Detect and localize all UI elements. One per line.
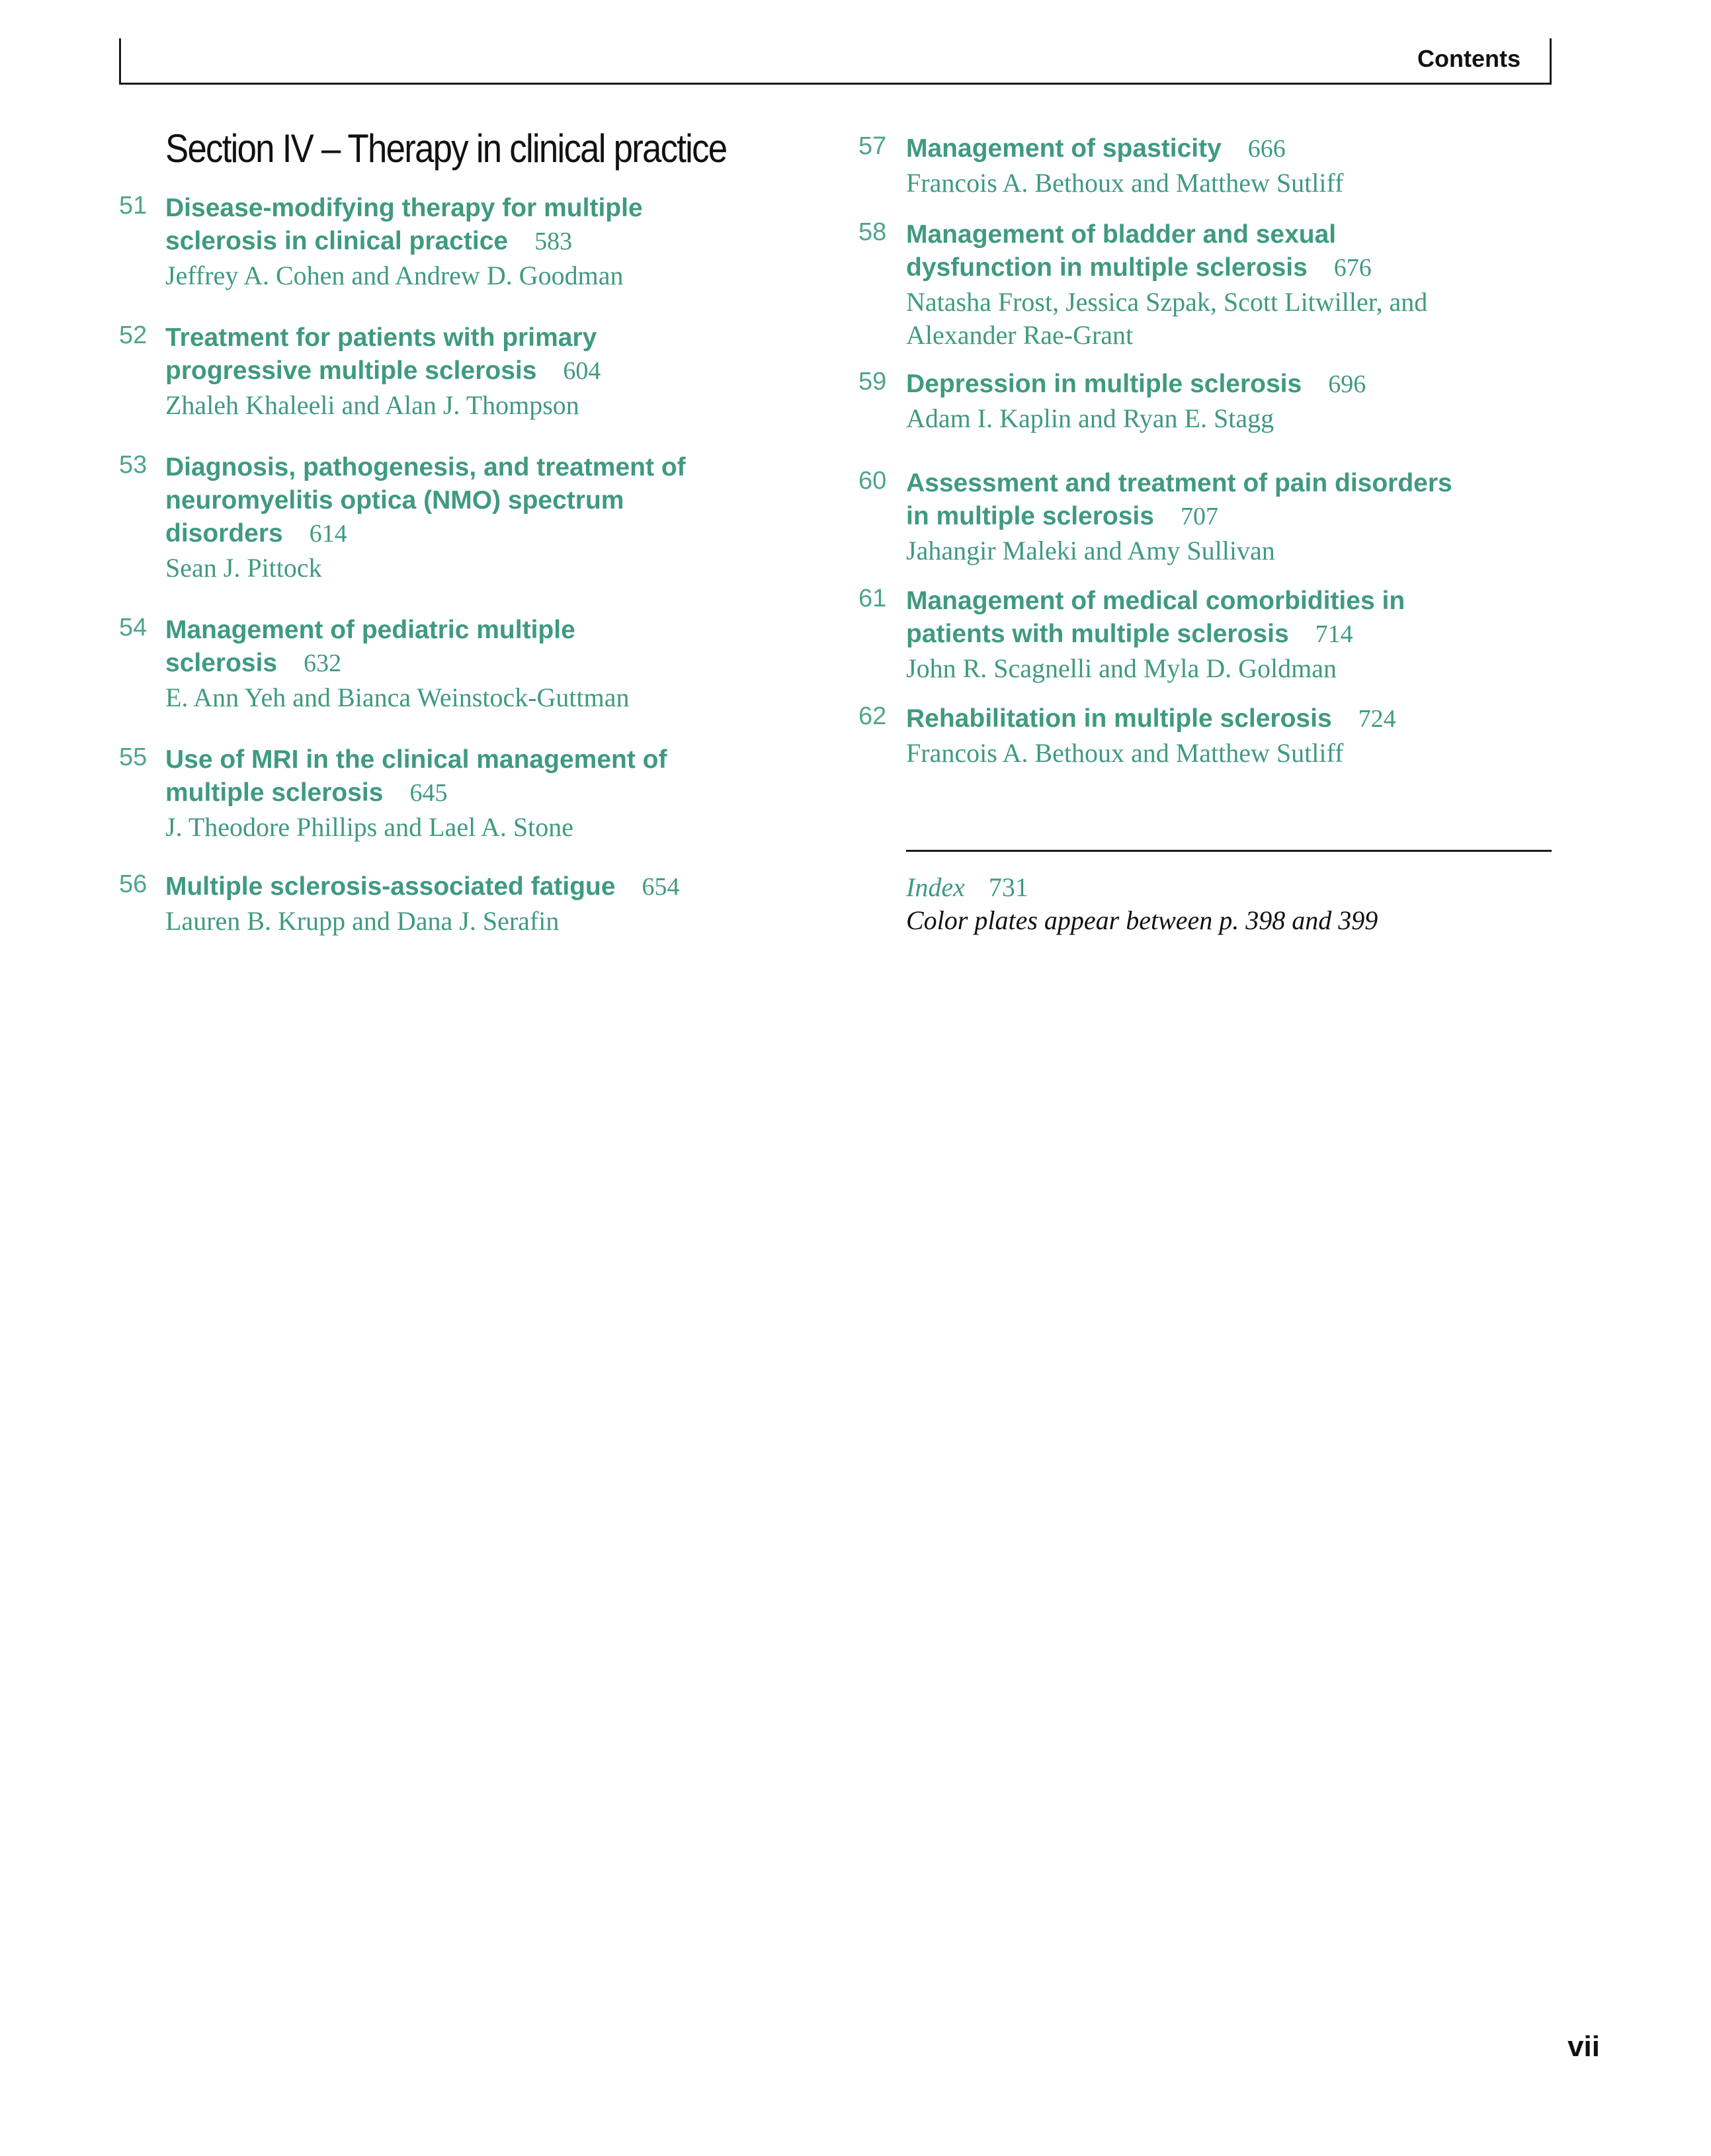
chapter-authors xyxy=(906,737,1343,770)
chapter-title-line: Management of spasticity xyxy=(906,134,1222,163)
index-entry[interactable] xyxy=(906,872,1028,903)
chapter-number: 56 xyxy=(119,870,147,898)
running-header xyxy=(119,38,1552,85)
chapter-title xyxy=(165,614,575,680)
color-plates-note: Color plates appear between p. 398 and 399 xyxy=(906,905,1378,935)
chapter-title-line: Depression in multiple sclerosis xyxy=(906,370,1302,398)
chapter-authors xyxy=(906,534,1275,567)
chapter-author-line: Sean J. Pittock xyxy=(165,553,322,583)
chapter-author-line: Francois A. Bethoux and Matthew Sutliff xyxy=(906,168,1344,198)
chapter-page: 583 xyxy=(534,228,573,255)
chapter-authors xyxy=(165,811,573,844)
chapter-number: 54 xyxy=(119,614,147,642)
chapter-author-line: John R. Scagnelli and Myla D. Goldman xyxy=(906,653,1337,683)
chapter-page: 707 xyxy=(1180,503,1218,530)
chapter-title-line: Assessment and treatment of pain disorders xyxy=(906,469,1452,497)
chapter-authors xyxy=(906,286,1427,352)
chapter-title-line: Multiple sclerosis-associated fatigue xyxy=(165,872,616,901)
chapter-page: 604 xyxy=(563,357,601,385)
chapter-title xyxy=(165,743,667,809)
chapter-title-line: patients with multiple sclerosis xyxy=(906,620,1289,648)
chapter-number: 61 xyxy=(858,585,887,612)
index-divider xyxy=(906,850,1552,852)
chapter-page: 714 xyxy=(1315,620,1353,648)
chapter-author-line: J. Theodore Phillips and Lael A. Stone xyxy=(165,812,573,842)
page-folio: vii xyxy=(1567,2030,1600,2063)
chapter-authors xyxy=(165,389,579,422)
chapter-title-line: progressive multiple sclerosis xyxy=(165,356,537,385)
chapter-number: 58 xyxy=(858,218,887,246)
chapter-title-line: in multiple sclerosis xyxy=(906,502,1154,530)
chapter-author-line: E. Ann Yeh and Bianca Weinstock-Guttman xyxy=(165,683,630,712)
chapter-title-line: sclerosis xyxy=(165,649,278,677)
chapter-title xyxy=(906,702,1396,735)
chapter-title-line: Rehabilitation in multiple sclerosis xyxy=(906,704,1332,733)
chapter-number: 53 xyxy=(119,451,147,479)
chapter-page: 645 xyxy=(409,779,448,807)
chapter-authors xyxy=(906,402,1274,435)
chapter-author-line: Adam I. Kaplin and Ryan E. Stagg xyxy=(906,403,1274,433)
chapter-number: 60 xyxy=(858,467,887,495)
chapter-number: 52 xyxy=(119,321,147,349)
chapter-author-line: Jeffrey A. Cohen and Andrew D. Goodman xyxy=(165,261,624,290)
chapter-author-line: Jahangir Maleki and Amy Sullivan xyxy=(906,536,1275,565)
chapter-page: 696 xyxy=(1328,370,1366,398)
chapter-page: 666 xyxy=(1247,135,1286,163)
chapter-title xyxy=(906,132,1286,165)
chapter-authors xyxy=(906,167,1343,200)
chapter-title xyxy=(165,451,686,550)
chapter-title-line: Management of bladder and sexual xyxy=(906,220,1337,249)
chapter-authors xyxy=(906,652,1337,685)
index-page: 731 xyxy=(988,872,1028,902)
chapter-number: 59 xyxy=(858,368,887,395)
chapter-title xyxy=(165,192,643,258)
chapter-title-line: multiple sclerosis xyxy=(165,778,384,807)
chapter-title-line: sclerosis in clinical practice xyxy=(165,227,509,255)
chapter-title xyxy=(165,870,680,903)
index-label: Index xyxy=(906,872,965,902)
section-title: Section IV – Therapy in clinical practice xyxy=(165,126,727,171)
running-header-label: Contents xyxy=(1417,45,1521,72)
chapter-title-line: Treatment for patients with primary xyxy=(165,323,597,352)
chapter-authors xyxy=(165,259,623,292)
chapter-title xyxy=(906,585,1405,651)
chapter-number: 62 xyxy=(858,702,887,730)
chapter-authors xyxy=(165,681,630,714)
chapter-title-line: Diagnosis, pathogenesis, and treatment of xyxy=(165,453,686,481)
chapter-title-line: neuromyelitis optica (NMO) spectrum xyxy=(165,486,624,515)
chapter-author-line: Francois A. Bethoux and Matthew Sutliff xyxy=(906,738,1344,768)
chapter-author-line: Zhaleh Khaleeli and Alan J. Thompson xyxy=(165,390,579,420)
chapter-number: 55 xyxy=(119,743,147,771)
chapter-title xyxy=(906,218,1372,284)
chapter-author-line: Lauren B. Krupp and Dana J. Serafin xyxy=(165,906,560,936)
chapter-title-line: Management of pediatric multiple xyxy=(165,616,575,644)
chapter-number: 57 xyxy=(858,132,887,160)
chapter-page: 614 xyxy=(309,520,347,548)
chapter-title-line: dysfunction in multiple sclerosis xyxy=(906,253,1308,282)
chapter-authors xyxy=(165,905,559,938)
chapter-title xyxy=(906,467,1452,533)
chapter-title-line: Use of MRI in the clinical management of xyxy=(165,745,667,774)
chapter-title xyxy=(906,368,1366,401)
chapter-page: 676 xyxy=(1333,254,1372,282)
chapter-title-line: Management of medical comorbidities in xyxy=(906,587,1405,615)
chapter-title xyxy=(165,321,601,388)
chapter-author-line: Alexander Rae-Grant xyxy=(906,320,1134,350)
chapter-author-line: Natasha Frost, Jessica Szpak, Scott Litwiller, and xyxy=(906,287,1428,317)
chapter-page: 632 xyxy=(304,649,342,677)
chapter-title-line: Disease-modifying therapy for multiple xyxy=(165,194,643,222)
chapter-page: 724 xyxy=(1358,705,1396,733)
chapter-title-line: disorders xyxy=(165,519,283,548)
chapter-page: 654 xyxy=(642,873,680,901)
chapter-authors xyxy=(165,552,322,585)
chapter-number: 51 xyxy=(119,192,147,220)
